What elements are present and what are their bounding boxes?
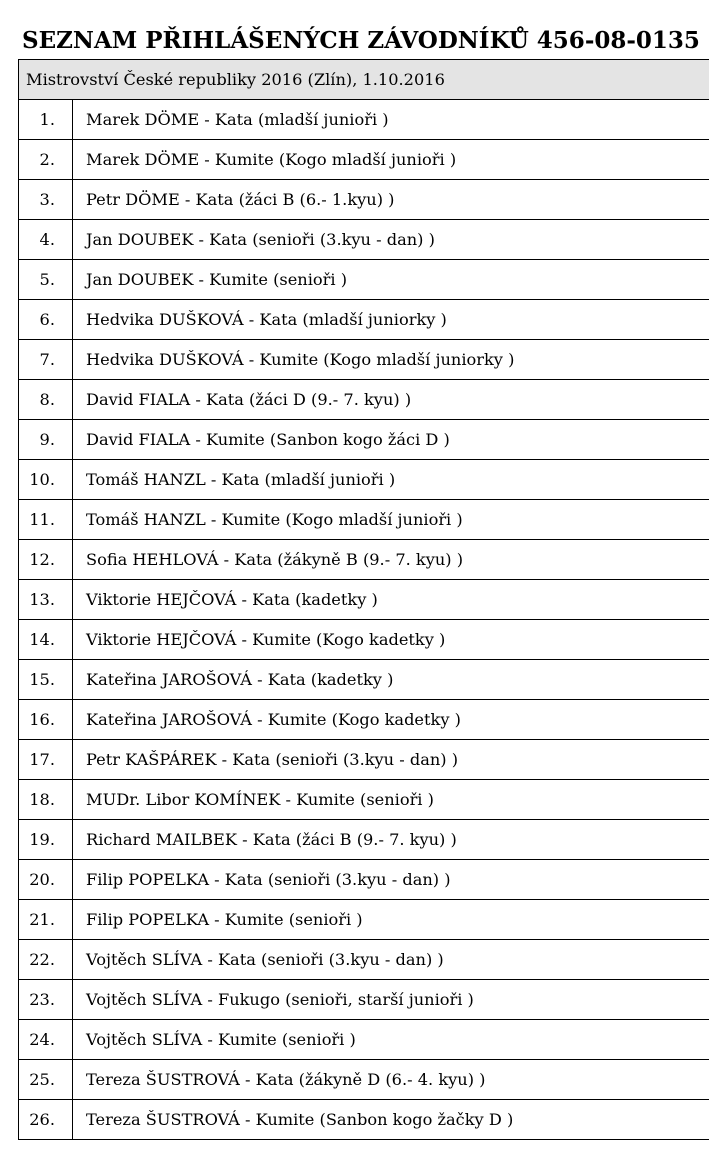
entry-text: Tomáš HANZL - Kata (mladší junioři ) [73, 460, 709, 500]
entry-text: Jan DOUBEK - Kumite (senioři ) [73, 260, 709, 300]
table-row [19, 660, 709, 700]
entry-number: 16. [19, 700, 73, 740]
entry-number: 7. [19, 340, 73, 380]
entry-number: 20. [19, 860, 73, 900]
table-row [19, 940, 709, 980]
entry-text: Jan DOUBEK - Kata (senioři (3.kyu - dan) ) [73, 220, 709, 260]
entry-number: 13. [19, 580, 73, 620]
entry-number: 3. [19, 180, 73, 220]
entry-text: Hedvika DUŠKOVÁ - Kumite (Kogo mladší juniorky ) [73, 340, 709, 380]
entry-text: Filip POPELKA - Kumite (senioři ) [73, 900, 709, 940]
entry-number: 25. [19, 1060, 73, 1100]
entry-text: Petr KAŠPÁREK - Kata (senioři (3.kyu - dan) ) [73, 740, 709, 780]
entry-text: Vojtěch SLÍVA - Kata (senioři (3.kyu - dan) ) [73, 940, 709, 980]
entry-number: 24. [19, 1020, 73, 1060]
table-row [19, 980, 709, 1020]
table-row [19, 1020, 709, 1060]
table-row [19, 260, 709, 300]
table-row [19, 620, 709, 660]
entry-number: 1. [19, 100, 73, 140]
table-row [19, 140, 709, 180]
entry-text: Viktorie HEJČOVÁ - Kumite (Kogo kadetky ) [73, 620, 709, 660]
entry-number: 14. [19, 620, 73, 660]
entry-number: 21. [19, 900, 73, 940]
entry-number: 18. [19, 780, 73, 820]
table-row [19, 900, 709, 940]
entry-number: 8. [19, 380, 73, 420]
entry-text: David FIALA - Kata (žáci D (9.- 7. kyu) ) [73, 380, 709, 420]
entries-table-body [19, 60, 709, 1140]
table-row [19, 380, 709, 420]
table-row [19, 100, 709, 140]
table-row [19, 780, 709, 820]
entry-number: 22. [19, 940, 73, 980]
entry-text: Tomáš HANZL - Kumite (Kogo mladší junioři ) [73, 500, 709, 540]
entry-text: Vojtěch SLÍVA - Fukugo (senioři, starší junioři ) [73, 980, 709, 1020]
entry-text: David FIALA - Kumite (Sanbon kogo žáci D ) [73, 420, 709, 460]
table-row [19, 1100, 709, 1140]
table-row [19, 420, 709, 460]
entry-number: 5. [19, 260, 73, 300]
entry-number: 2. [19, 140, 73, 180]
entry-text: Marek DÖME - Kata (mladší junioři ) [73, 100, 709, 140]
entry-text: Tereza ŠUSTROVÁ - Kata (žákyně D (6.- 4. kyu) ) [73, 1060, 709, 1100]
entry-number: 11. [19, 500, 73, 540]
entry-text: Filip POPELKA - Kata (senioři (3.kyu - dan) ) [73, 860, 709, 900]
table-row [19, 700, 709, 740]
table-row [19, 580, 709, 620]
table-row [19, 220, 709, 260]
entry-text: Sofia HEHLOVÁ - Kata (žákyně B (9.- 7. kyu) ) [73, 540, 709, 580]
event-header: Mistrovství České republiky 2016 (Zlín), 1.10.2016 [19, 60, 709, 100]
entry-number: 6. [19, 300, 73, 340]
entry-text: Petr DÖME - Kata (žáci B (6.- 1.kyu) ) [73, 180, 709, 220]
entry-text: Kateřina JAROŠOVÁ - Kata (kadetky ) [73, 660, 709, 700]
table-row [19, 340, 709, 380]
entry-number: 9. [19, 420, 73, 460]
table-row [19, 740, 709, 780]
table-row [19, 500, 709, 540]
entry-text: Richard MAILBEK - Kata (žáci B (9.- 7. kyu) ) [73, 820, 709, 860]
entry-number: 4. [19, 220, 73, 260]
entry-number: 26. [19, 1100, 73, 1140]
entry-number: 17. [19, 740, 73, 780]
table-row [19, 820, 709, 860]
entry-number: 19. [19, 820, 73, 860]
entry-number: 23. [19, 980, 73, 1020]
table-row [19, 460, 709, 500]
event-header-row [19, 60, 709, 100]
entry-text: Hedvika DUŠKOVÁ - Kata (mladší juniorky ) [73, 300, 709, 340]
entry-text: Vojtěch SLÍVA - Kumite (senioři ) [73, 1020, 709, 1060]
entry-text: MUDr. Libor KOMÍNEK - Kumite (senioři ) [73, 780, 709, 820]
entry-text: Marek DÖME - Kumite (Kogo mladší junioři ) [73, 140, 709, 180]
page-title: SEZNAM PŘIHLÁŠENÝCH ZÁVODNÍKŮ 456-08-0135 [22, 27, 700, 54]
entry-text: Viktorie HEJČOVÁ - Kata (kadetky ) [73, 580, 709, 620]
entry-number: 15. [19, 660, 73, 700]
entry-text: Kateřina JAROŠOVÁ - Kumite (Kogo kadetky ) [73, 700, 709, 740]
entry-number: 12. [19, 540, 73, 580]
table-row [19, 860, 709, 900]
entry-text: Tereza ŠUSTROVÁ - Kumite (Sanbon kogo žačky D ) [73, 1100, 709, 1140]
entries-table [18, 59, 709, 1140]
entry-number: 10. [19, 460, 73, 500]
table-row [19, 540, 709, 580]
table-row [19, 300, 709, 340]
table-row [19, 1060, 709, 1100]
table-row [19, 180, 709, 220]
